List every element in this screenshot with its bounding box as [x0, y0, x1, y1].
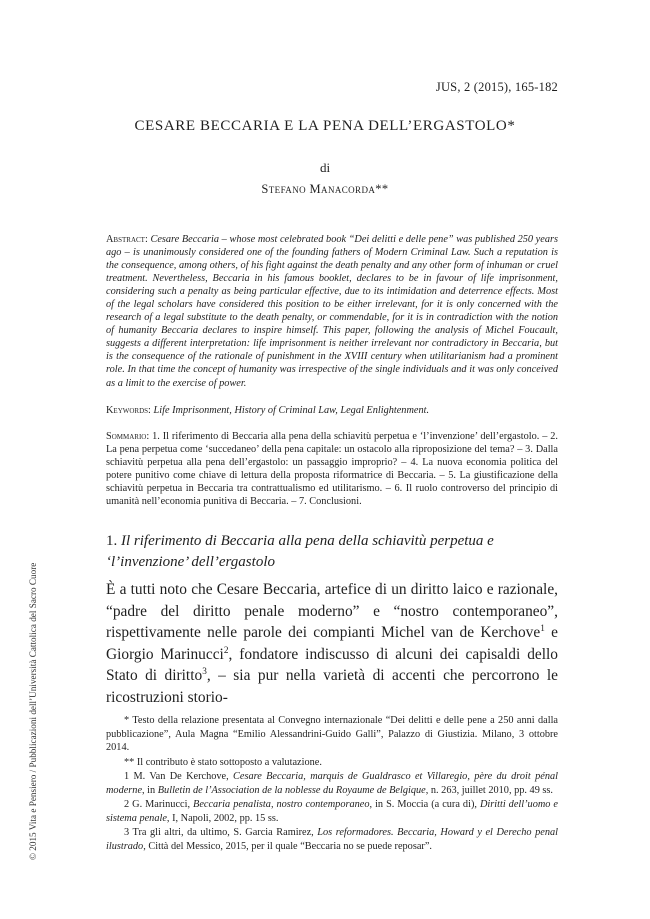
body-part-4: , – sia pur nella varietà di accenti che percorrono le ricostruzioni storio- [106, 667, 558, 706]
summary [106, 430, 558, 508]
section-number: 1. [106, 533, 118, 549]
author-name: Stefano Manacorda** [261, 182, 389, 196]
section-heading [106, 531, 558, 573]
footnote-star: * Testo della relazione presentata al Convegno internazionale “Dei delitti e delle pene a 250 anni dalla pubblicazione”, Aula Magna “Emilio Alessandrini-Guido Galli”, Palazzo di Giustizia. Milano, 3 ottobre 2014. [106, 715, 558, 753]
footnote-3: 3 Tra gli altri, da ultimo, S. Garcia Ramirez, Los reformadores. Beccaria, Howard y el Derecho penal ilustrado, Città del Messico, 2015, per il quale “Beccaria no se puede reposar”. [106, 827, 558, 852]
journal-reference: JUS, 2 (2015), 165-182 [435, 80, 558, 94]
summary-text: 1. Il riferimento di Beccaria alla pena della schiavitù perpetua e ‘l’invenzione’ dell’ergastolo. – 2. La pena perpetua come ‘succedaneo’ della pena capitale: un ostacolo alla riproposizione del tema? – 3. Dalla schiavitù perpetua alla pena dell’ergastolo: un passaggio improprio? – 4. La nuova economia politica del potere punitivo come chiave di lettura della proposta riformatrice di Beccaria. – 5. La giustificazione della schiavitù perpetua in Beccaria tra contrattualismo ed utilitarismo. – 6. Il ruolo controverso del principio di umanità nell’economia punitiva di Beccaria. – 7. Conclusioni. [106, 431, 558, 508]
summary-label: Sommario: [106, 431, 150, 442]
body-part-2: e Giorgio Marinucci [106, 624, 558, 663]
abstract [106, 233, 558, 390]
body-part-1: È a tutti noto che Cesare Beccaria, artefice di un diritto laico e razionale, “padre del diritto penale moderno” e “nostro contemporaneo”, rispettivamente nelle parole dei compianti Michel van de Kerchove [106, 581, 558, 641]
keywords [106, 404, 558, 417]
footnote-double-star: ** Il contributo è stato sottoposto a valutazione. [124, 756, 322, 768]
article-title: CESARE BECCARIA E LA PENA DELL’ERGASTOLO* [134, 118, 516, 134]
footnotes [106, 714, 558, 854]
abstract-text: Cesare Beccaria – whose most celebrated book “Dei delitti e delle pene” was published 250 years ago – is unanimously considered one of the founding fathers of Modern Criminal Law. Such a reputation is the consequence, among others, of his fight against the death penalty and any other form of inhuman or cruel treatment. Nevertheless, Beccaria in his famous booklet, declares to be in favour of life imprisonment, considering such a penalty as being particular effective, due to its intimidation and deterrence effects. Most of the legal scholars have considered this position to be either irrelevant, for it is only concerned with the research of a legal substitute to the death penalty, or commendable, for it is in contradiction with the notion of humanity Beccaria declares to inspire himself. This paper, following the analysis of Michel Foucault, suggests a different interpretation: life imprisonment is neither irrelevant nor contradictory in Beccaria, but is the consequence of the rationale of punishment in the XVIII century when utilitarianism had a prominent role. In that time the concept of humanity was irrespective of the single individuals and it was only conceived as a limit to the exercise of power. [106, 234, 558, 389]
byline-di: di [319, 160, 331, 175]
abstract-label: Abstract: [106, 234, 148, 245]
keywords-text: Life Imprisonment, History of Criminal Law, Legal Enlightenment. [153, 405, 430, 416]
footnote-2: 2 G. Marinucci, Beccaria penalista, nostro contemporaneo, in S. Moccia (a cura di), Diritti dell’uomo e sistema penale, I, Napoli, 2002, pp. 15 ss. [106, 799, 558, 824]
section-title: Il riferimento di Beccaria alla pena della schiavitù perpetua e ‘l’invenzione’ dell’ergastolo [106, 533, 494, 570]
footnote-1: 1 M. Van De Kerchove, Cesare Beccaria, marquis de Gualdrasco et Villaregio, père du droit pénal moderne, in Bulletin de l’Association de la noblesse du Royaume de Belgique, n. 263, juillet 2010, pp. 49 ss. [106, 771, 558, 796]
footnote-ref-2[interactable]: 2 [223, 644, 229, 655]
copyright-side-note: © 2015 Vita e Pensiero / Pubblicazioni dell’Università Cattolica del Sacro Cuore [28, 562, 38, 860]
footnote-ref-3[interactable]: 3 [202, 665, 207, 676]
footnote-ref-1[interactable]: 1 [540, 622, 545, 633]
body-paragraph [106, 579, 558, 708]
keywords-label: Keywords: [106, 405, 151, 416]
body-part-3: , fondatore indiscusso di alcuni dei capisaldi dello Stato di diritto [106, 645, 558, 684]
